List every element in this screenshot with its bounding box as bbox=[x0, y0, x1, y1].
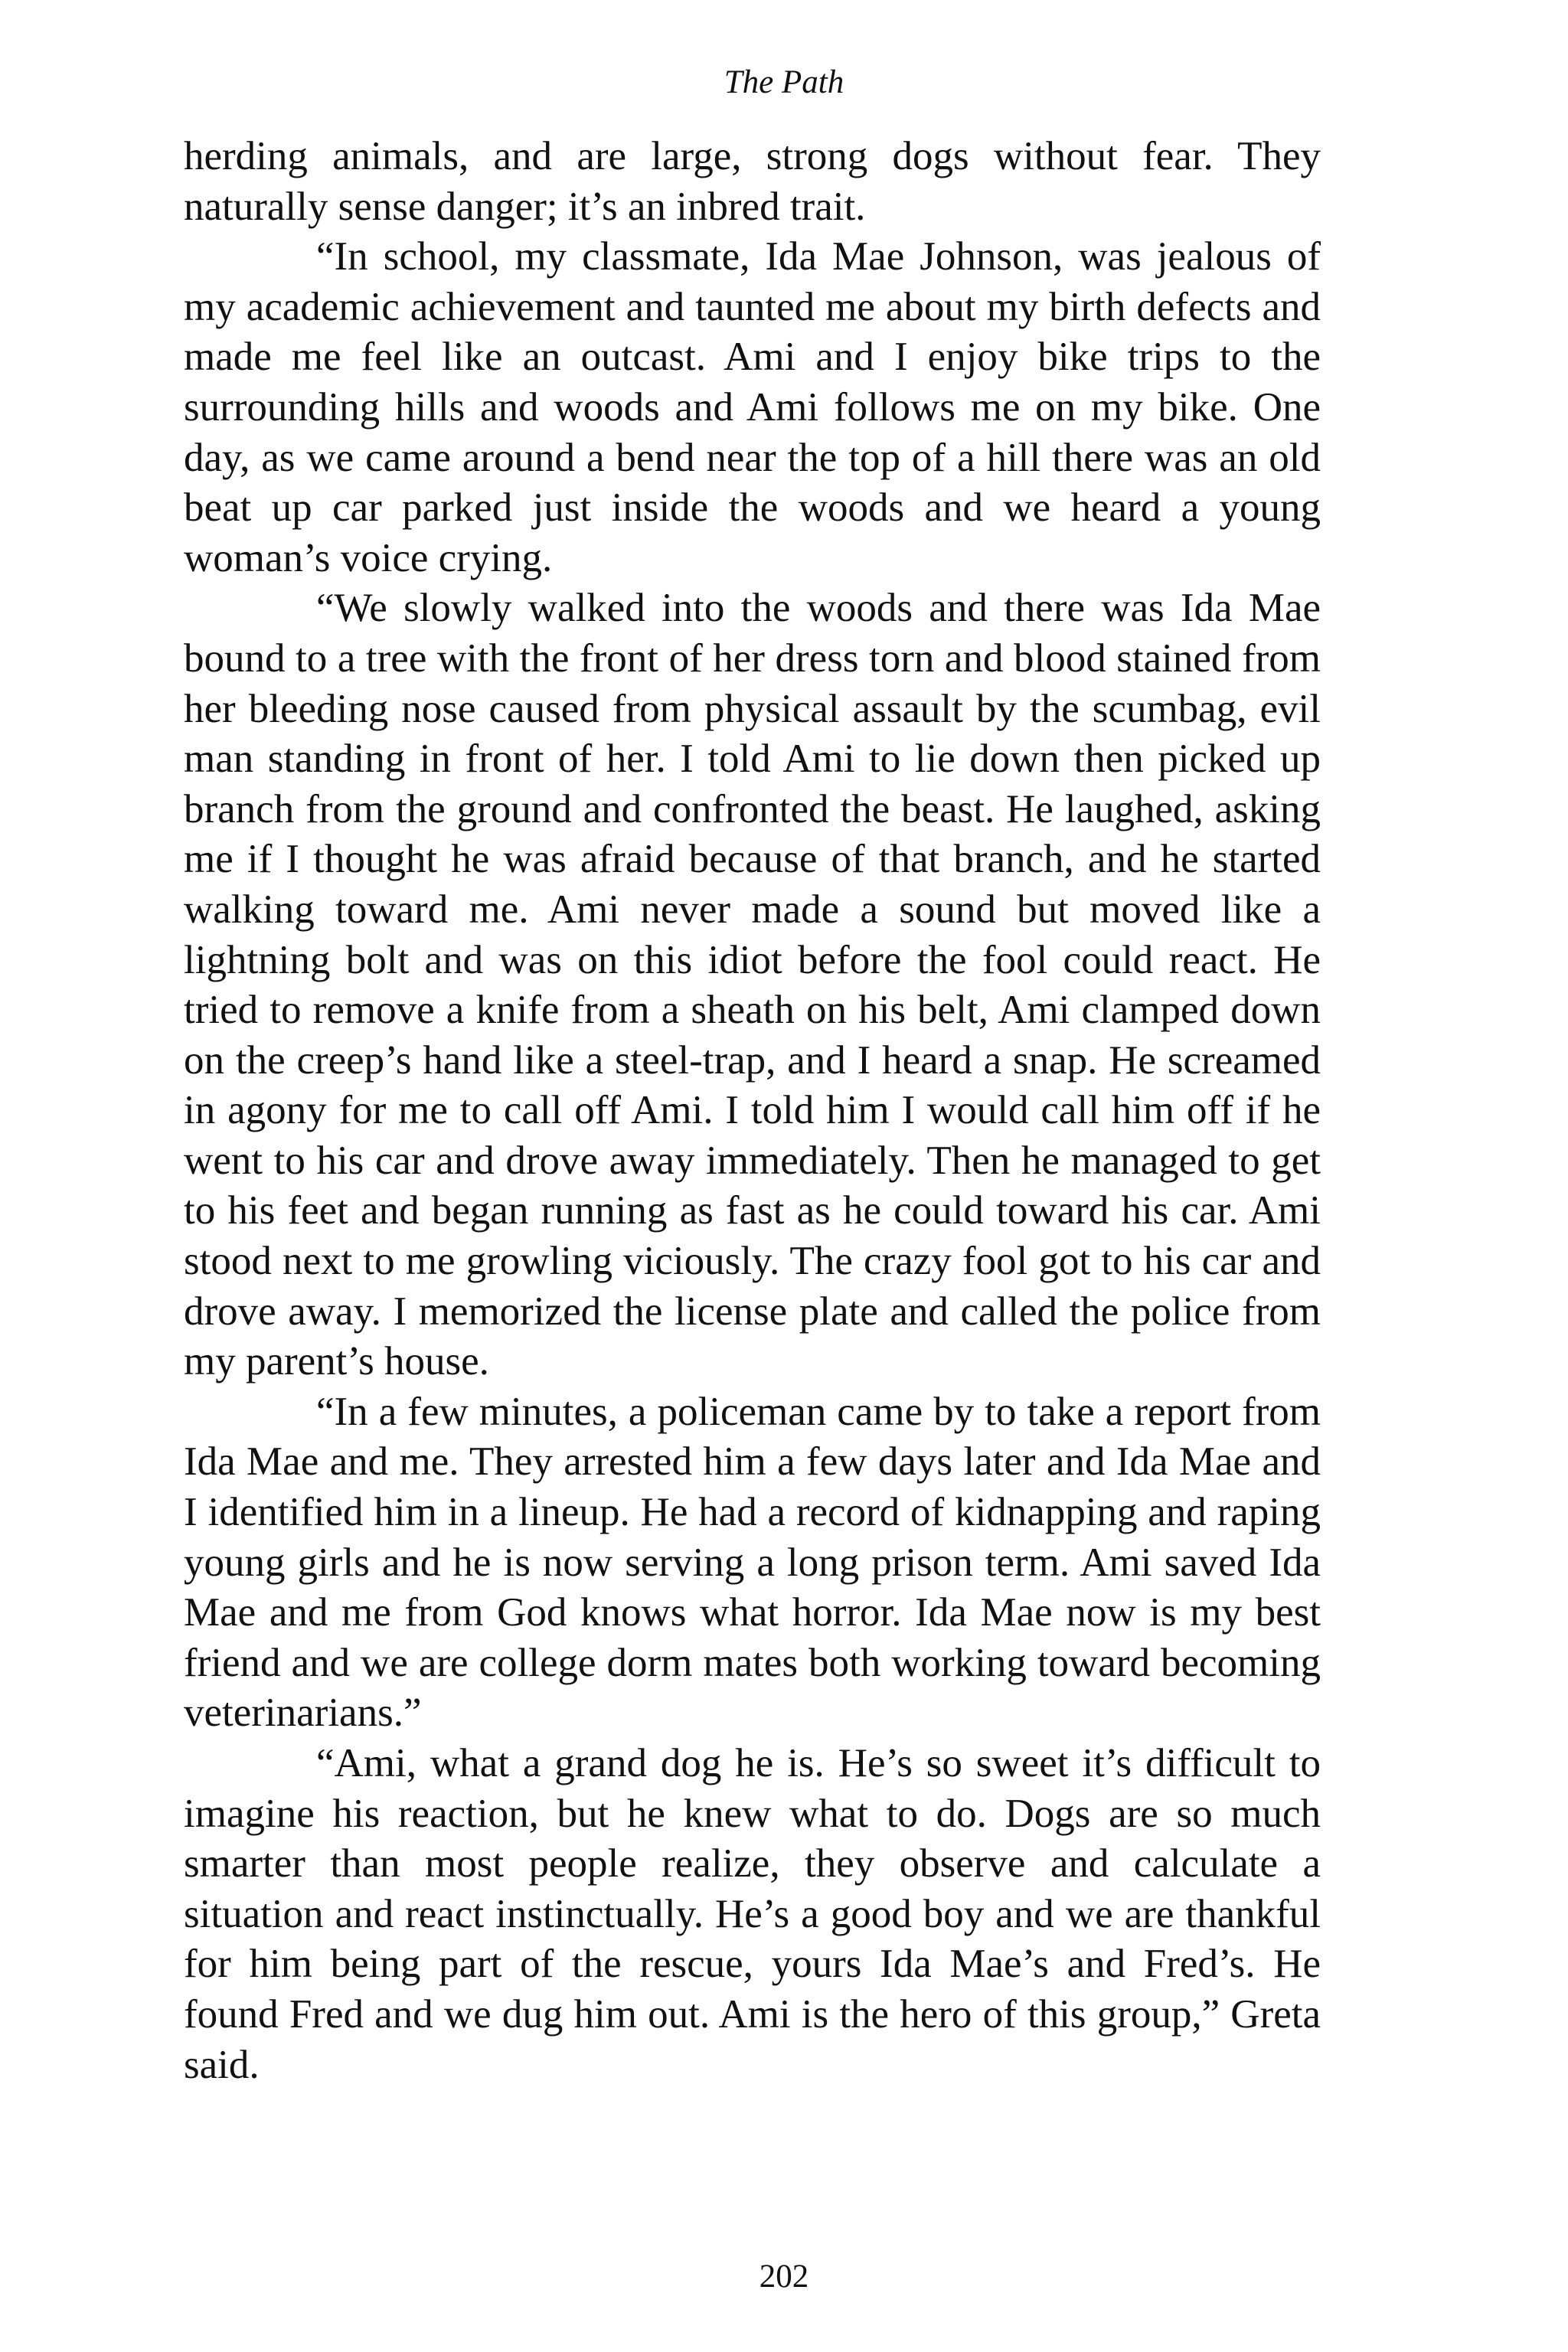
paragraph: “We slowly walked into the woods and there was Ida Mae bound to a tree with the front of her dress torn and blood stained from her bleeding nose caused from physical assault by the scumbag, evil man standing in front of her. I told Ami to lie down then picked up branch from the ground and confronted the beast. He laughed, asking me if I thought he was afraid because of that branch, and he started walking toward me. Ami never made a sound but moved like a lightning bolt and was on this idiot before the fool could react. He tried to remove a knife from a sheath on his belt, Ami clamped down on the creep’s hand like a steel-trap, and I heard a snap. He screamed in agony for me to call off Ami. I told him I would call him off if he went to his car and drove away immediately. Then he managed to get to his feet and began running as fast as he could toward his car. Ami stood next to me growling viciously. The crazy fool got to his car and drove away. I memorized the license plate and called the police from my parent’s house. bbox=[184, 586, 1321, 1384]
running-title: The Path bbox=[724, 64, 844, 100]
paragraph: “In school, my classmate, Ida Mae Johnson, was jealous of my academic achievement and taunted me about my birth defects and made me feel like an outcast. Ami and I enjoy bike trips to the surrounding hills and woods and Ami follows me on my bike. One day, as we came around a bend near the top of a hill there was an old beat up car parked just inside the woods and we heard a young woman’s voice crying. bbox=[184, 234, 1321, 580]
body-text bbox=[184, 132, 1321, 2090]
paragraph: “In a few minutes, a policeman came by to take a report from Ida Mae and me. They arrested him a few days later and Ida Mae and I identified him in a lineup. He had a record of kidnapping and raping young girls and he is now serving a long prison term. Ami saved Ida Mae and me from God knows what horror. Ida Mae now is my best friend and we are college dorm mates both working toward becoming veterinarians.” bbox=[184, 1389, 1321, 1736]
paragraph-continued: herding animals, and are large, strong dogs without fear. They naturally sense danger; it’s an inbred trait. bbox=[184, 134, 1321, 229]
page-number: 202 bbox=[759, 2259, 809, 2295]
paragraph: “Ami, what a grand dog he is. He’s so sweet it’s difficult to imagine his reaction, but he knew what to do. Dogs are so much smarter than most people realize, they observe and calculate a situation and react instinctually. He’s a good boy and we are thankful for him being part of the rescue, yours Ida Mae’s and Fred’s. He found Fred and we dug him out. Ami is the hero of this group,” Greta said. bbox=[184, 1741, 1321, 2087]
